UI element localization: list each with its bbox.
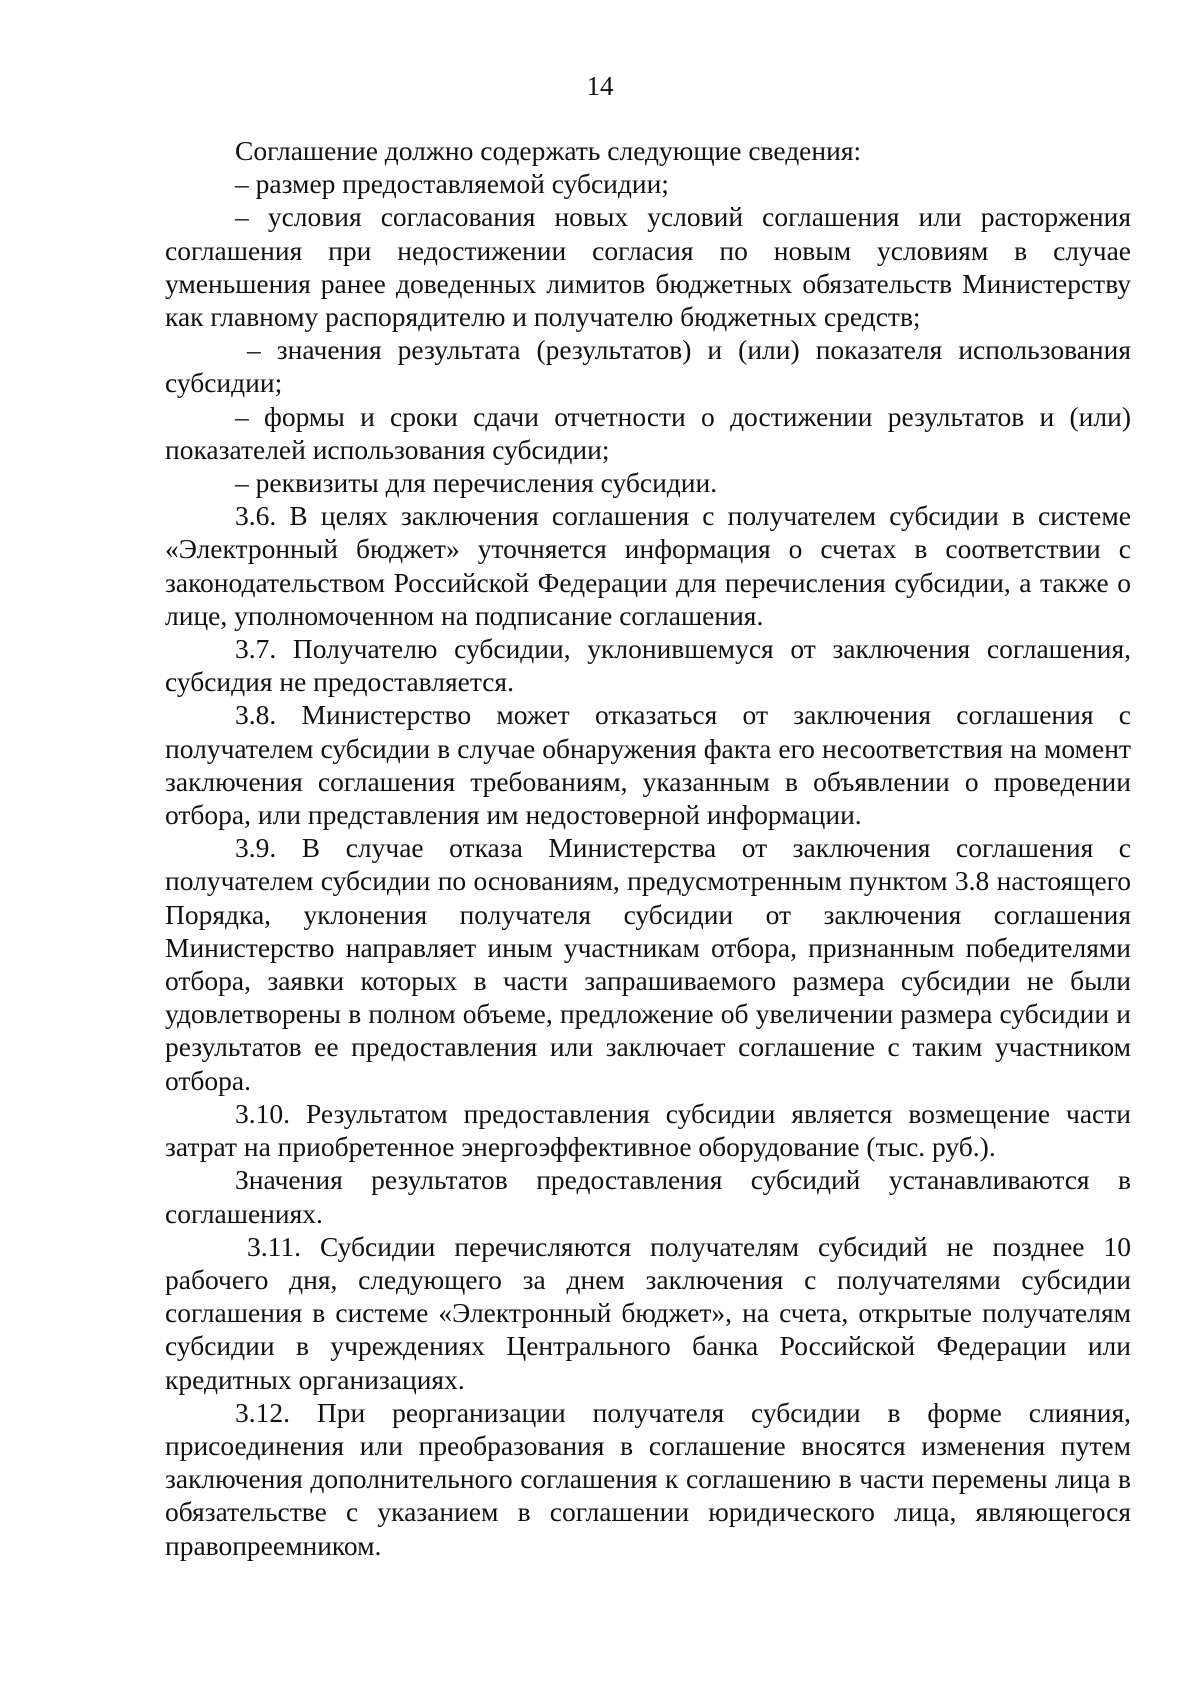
list-item-agreement-conditions: – условия согласования новых условий соглашения или расторжения соглашения при недостижении согласия по новым условиям в случае уменьшения ранее доведенных лимитов бюджетных обязательств Министерству как главному распорядителю и получателю бюджетных средств;	[165, 201, 1131, 333]
paragraph-3-9: 3.9. В случае отказа Министерства от заключения соглашения с получателем субсидии по основаниям, предусмотренным пунктом 3.8 настоящего Порядка, уклонения получателя субсидии от заключения соглашения Министерство направляет иным участникам отбора, признанным победителями отбора, заявки которых в части запрашиваемого размера субсидии не были удовлетворены в полном объеме, предложение об увеличении размера субсидии и результатов ее предоставления или заключает соглашение с таким участником отбора.	[165, 832, 1131, 1096]
list-item-payment-details: – реквизиты для перечисления субсидии.	[235, 467, 718, 499]
paragraph-3-8: 3.8. Министерство может отказаться от заключения соглашения с получателем субсидии в случае обнаружения факта его несоответствия на момент заключения соглашения требованиям, указанным в объявлении о проведении отбора, или представления им недостоверной информации.	[165, 699, 1131, 831]
paragraph-3-12: 3.12. При реорганизации получателя субсидии в форме слияния, присоединения или преобразования в соглашение вносятся изменения путем заключения дополнительного соглашения к соглашению в части перемены лица в обязательстве с указанием в соглашении юридического лица, являющегося правопреемником.	[165, 1396, 1131, 1561]
list-item-result-values: – значения результата (результатов) и (или) показателя использования субсидии;	[165, 334, 1131, 399]
paragraph-result-values: Значения результатов предоставления субсидий устанавливаются в соглашениях.	[165, 1164, 1131, 1229]
paragraph-intro: Соглашение должно содержать следующие сведения:	[235, 135, 862, 166]
page-number: 14	[586, 71, 614, 101]
paragraph-3-6: 3.6. В целях заключения соглашения с получателем субсидии в системе «Электронный бюджет» уточняется информация о счетах в соответствии с законодательством Российской Федерации для перечисления субсидии, а также о лице, уполномоченном на подписание соглашения.	[165, 500, 1131, 631]
list-item-subsidy-amount: – размер предоставляемой субсидии;	[235, 168, 669, 200]
paragraph-3-7: 3.7. Получателю субсидии, уклонившемуся от заключения соглашения, субсидия не предоставляется.	[165, 633, 1131, 698]
paragraph-3-10: 3.10. Результатом предоставления субсидии является возмещение части затрат на приобретенное энергоэффективное оборудование (тыс. руб.).	[165, 1097, 1131, 1163]
list-item-reporting-forms: – формы и сроки сдачи отчетности о достижении результатов и (или) показателей использования субсидии;	[165, 400, 1131, 465]
paragraph-3-11: 3.11. Субсидии перечисляются получателям субсидий не позднее 10 рабочего дня, следующего за днем заключения с получателями субсидии соглашения в системе «Электронный бюджет», на счета, открытые получателям субсидии в учреждениях Центрального банка Российской Федерации или кредитных организациях.	[165, 1230, 1131, 1395]
document-body	[165, 134, 1131, 1562]
